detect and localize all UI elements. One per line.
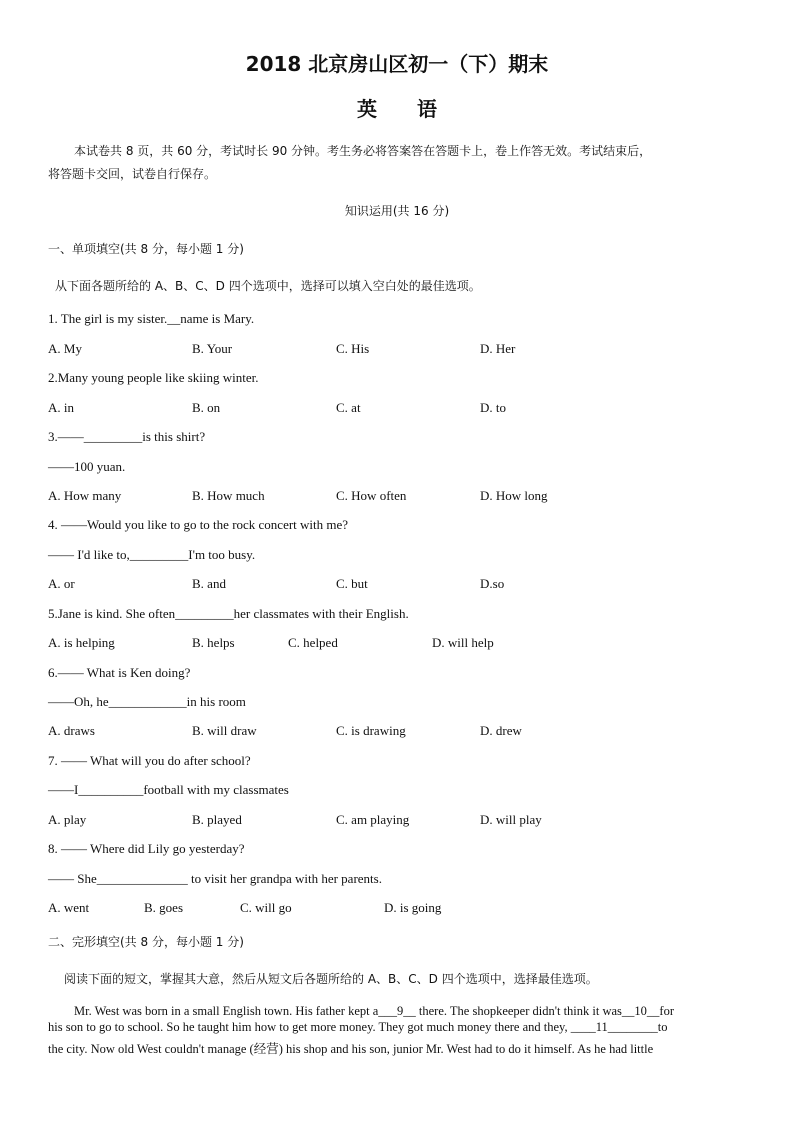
question-3-option-a[interactable]: A. How many [48,488,122,503]
question-5-option-b[interactable]: B. helps [192,635,235,650]
section-2-title: 二、完形填空(共 8 分，每小题 1 分) [48,935,244,949]
passage-line-3: the city. Now old West couldn't manage (经营) his shop and his son, junior Mr. West had to do it himself. As he had little [48,1042,654,1056]
question-8-option-b[interactable]: B. goes [144,900,183,915]
question-3-stem: 3.——_________is this shirt? [48,429,206,444]
question-6-option-b[interactable]: B. will draw [192,723,257,738]
question-4-option-b[interactable]: B. and [192,576,226,591]
part-title: 知识运用(共 16 分) [344,204,450,218]
page-title: 2018 北京房山区初一（下）期末 [245,52,549,76]
question-5-option-a[interactable]: A. is helping [48,635,115,650]
question-2-option-c[interactable]: C. at [336,400,361,415]
question-8-option-c[interactable]: C. will go [240,900,292,915]
question-7-stem: 7. —— What will you do after school? [48,753,251,768]
section-1-title: 一、单项填空(共 8 分，每小题 1 分) [48,242,244,256]
question-8-answer-line: —— She______________ to visit her grandpa with her parents. [48,871,382,886]
question-6-option-a[interactable]: A. draws [48,723,95,738]
question-7-option-d[interactable]: D. will play [480,812,542,827]
question-6-option-c[interactable]: C. is drawing [336,723,406,738]
question-7-answer-line: ——I__________football with my classmates [48,782,289,797]
question-8-option-d[interactable]: D. is going [384,900,442,915]
question-3-option-c[interactable]: C. How often [336,488,407,503]
question-7-option-a[interactable]: A. play [48,812,87,827]
question-3-option-d[interactable]: D. How long [480,488,548,503]
question-7-option-c[interactable]: C. am playing [336,812,410,827]
question-2-stem: 2.Many young people like skiing winter. [48,370,259,385]
question-1-option-b[interactable]: B. Your [192,341,233,356]
question-1-stem: 1. The girl is my sister.__name is Mary. [48,311,255,326]
question-4-option-d[interactable]: D.so [480,576,505,591]
question-8-option-a[interactable]: A. went [48,900,90,915]
question-5-stem: 5.Jane is kind. She often_________her classmates with their English. [48,606,409,621]
question-6-answer-line: ——Oh, he____________in his room [48,694,246,709]
question-5-option-d[interactable]: D. will help [432,635,494,650]
question-8-stem: 8. —— Where did Lily go yesterday? [48,841,245,856]
question-1-option-c[interactable]: C. His [336,341,370,356]
question-4-answer-line: —— I'd like to,_________I'm too busy. [48,547,256,562]
question-2-option-a[interactable]: A. in [48,400,74,415]
instructions-line-2: 将答题卡交回，试卷自行保存。 [48,167,217,181]
passage-line-2: his son to go to school. So he taught him how to get more money. They got much money there and they, ____11________to [48,1020,668,1034]
question-6-option-d[interactable]: D. drew [480,723,522,738]
question-6-stem: 6.—— What is Ken doing? [48,665,191,680]
section-1-direction: 从下面各题所给的 A、B、C、D 四个选项中，选择可以填入空白处的最佳选项。 [55,279,481,293]
question-3-option-b[interactable]: B. How much [192,488,265,503]
question-3-answer-line: ——100 yuan. [48,459,126,474]
question-2-option-b[interactable]: B. on [192,400,221,415]
question-4-stem: 4. ——Would you like to go to the rock concert with me? [48,517,349,532]
subject-title: 英语 [357,97,477,121]
question-1-option-d[interactable]: D. Her [480,341,516,356]
section-2-direction: 阅读下面的短文，掌握其大意，然后从短文后各题所给的 A、B、C、D 四个选项中，选择最佳选项。 [64,972,598,986]
question-5-option-c[interactable]: C. helped [288,635,338,650]
question-4-option-a[interactable]: A. or [48,576,75,591]
passage-line-1: Mr. West was born in a small English town. His father kept a___9__ there. The shopkeeper didn't think it was__10__for [74,1004,674,1018]
question-1-option-a[interactable]: A. My [48,341,82,356]
question-4-option-c[interactable]: C. but [336,576,368,591]
question-7-option-b[interactable]: B. played [192,812,242,827]
question-2-option-d[interactable]: D. to [480,400,506,415]
instructions-line-1: 本试卷共 8 页，共 60 分，考试时长 90 分钟。考生务必将答案答在答题卡上，卷上作答无效。考试结束后， [74,144,652,158]
